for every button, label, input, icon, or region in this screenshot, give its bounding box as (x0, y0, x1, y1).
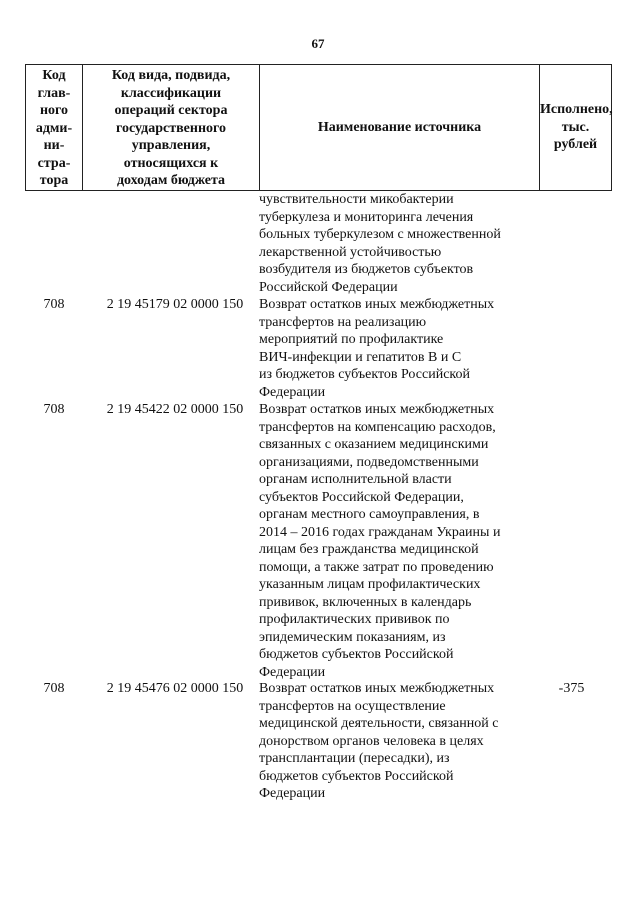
row-admin-code: 708 (43, 681, 65, 696)
table-header (25, 64, 612, 191)
header-kbk-code (83, 65, 260, 191)
header-admin-code-line: ни- (43, 138, 65, 153)
row-kbk-code: 2 19 45179 02 0000 150 (106, 297, 244, 312)
header-source-name: Наименование источника (260, 65, 540, 191)
name-line: трансфертов на реализацию (259, 314, 427, 330)
name-line: мероприятий по профилактике (259, 332, 444, 347)
row-amount: -375 (558, 681, 585, 696)
header-amount-line: Исполнено, (540, 102, 613, 117)
header-kbk-line: операций сектора (114, 103, 228, 118)
name-line: ВИЧ-инфекции и гепатитов В и С (259, 349, 462, 365)
name-line: Возврат остатков иных межбюджетных (259, 681, 495, 696)
name-line: туберкулеза и мониторинга лечения (259, 209, 474, 225)
row-source-name (259, 296, 529, 401)
name-line: трансфертов на компенсацию расходов, (259, 419, 496, 435)
header-amount-line: рублей (553, 137, 598, 152)
row-admin-code: 708 (43, 297, 65, 312)
page-number: 67 (311, 36, 325, 51)
header-kbk-line: относящихся к (123, 155, 219, 171)
header-admin-code (26, 65, 83, 191)
name-line: помощи, а также затрат по проведению (259, 559, 494, 575)
header-admin-code-line: стра- (37, 155, 71, 171)
header-kbk-line: классификации (120, 85, 222, 101)
name-line: трансплантации (пересадки), из (259, 751, 450, 766)
name-line: прививок, включенных в календарь (259, 594, 472, 610)
header-kbk-line: доходам бюджета (116, 173, 226, 188)
header-kbk-line: государственного (115, 120, 227, 136)
header-admin-code-line: Код (42, 68, 66, 83)
continuation-name (259, 191, 529, 296)
name-line: Федерации (259, 786, 326, 801)
name-line: донорством органов человека в целях (259, 733, 484, 749)
header-admin-code-line: адми- (35, 120, 73, 136)
name-line: субъектов Российской Федерации, (259, 489, 464, 505)
name-line: лицам без гражданства медицинской (259, 542, 479, 557)
name-line: из бюджетов субъектов Российской (259, 367, 470, 382)
name-line: больных туберкулезом с множественной (259, 227, 501, 242)
row-source-name (259, 680, 529, 803)
header-admin-code-line: глав- (37, 85, 71, 101)
name-line: связанных с оказанием медицинскими (259, 437, 489, 452)
name-line: медицинской деятельности, связанной с (259, 716, 499, 731)
name-line: лекарственной устойчивостью (259, 244, 442, 260)
header-admin-code-line: тора (39, 173, 69, 188)
name-line: бюджетов субъектов Российской (259, 647, 454, 662)
name-line: Федерации (259, 384, 326, 400)
name-line: Российской Федерации (259, 279, 398, 295)
header-kbk-line: Код вида, подвида, (111, 68, 231, 83)
name-line: эпидемическим показаниям, из (259, 629, 446, 645)
name-line: Федерации (259, 664, 326, 680)
row-kbk-code: 2 19 45476 02 0000 150 (106, 681, 244, 696)
name-line: профилактических прививок по (259, 612, 450, 627)
name-line: Возврат остатков иных межбюджетных (259, 297, 495, 312)
name-line: организациями, подведомственными (259, 454, 479, 470)
row-admin-code: 708 (43, 402, 65, 417)
name-line: бюджетов субъектов Российской (259, 768, 454, 784)
name-line: 2014 – 2016 годах гражданам Украины и (259, 524, 501, 540)
header-amount-line: тыс. (561, 119, 590, 135)
row-source-name (259, 401, 529, 681)
name-line: органам исполнительной власти (259, 472, 452, 487)
header-kbk-line: управления, (131, 138, 211, 153)
name-line: органам местного самоуправления, в (259, 507, 480, 522)
header-admin-code-line: ного (39, 103, 69, 118)
name-line: Возврат остатков иных межбюджетных (259, 402, 495, 417)
name-line: указанным лицам профилактических (259, 577, 481, 592)
name-line: трансфертов на осуществление (259, 698, 446, 714)
header-executed-amount (540, 65, 612, 191)
row-kbk-code: 2 19 45422 02 0000 150 (106, 402, 244, 417)
name-line: возбудителя из бюджетов субъектов (259, 262, 474, 277)
name-line: чувствительности микобактерии (259, 192, 454, 207)
